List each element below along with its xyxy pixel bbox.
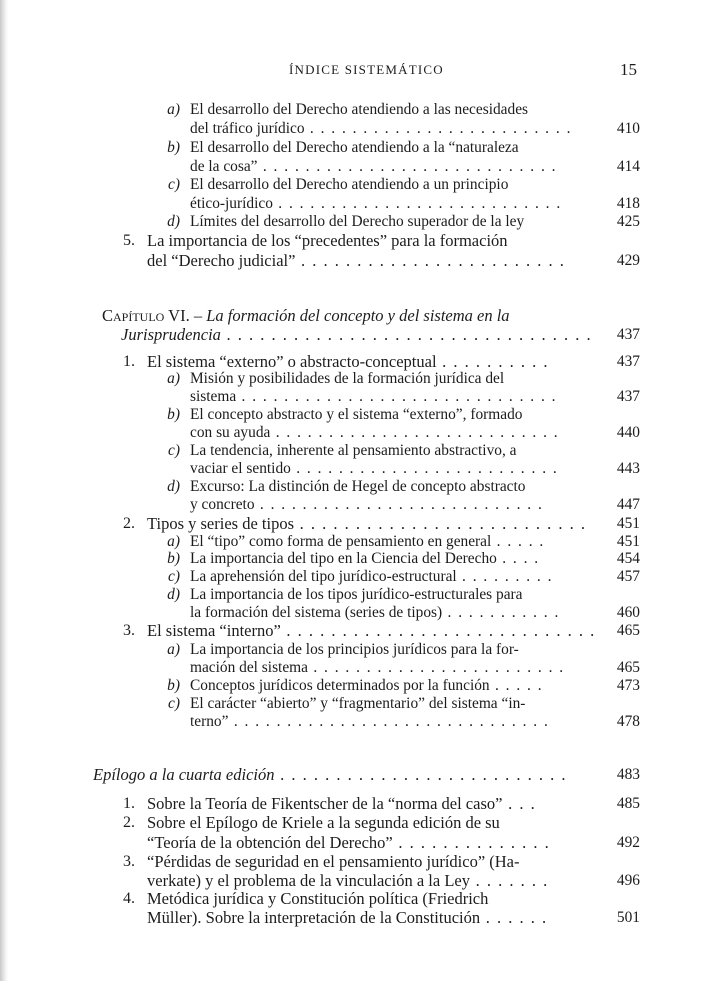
entry-label: b) [167,406,180,423]
entry-label: a) [167,641,180,658]
toc-entry-text: El sistema “externo” o abstracto-conceptual . . . . . . . . . . [147,352,550,371]
toc-page-number: 465 [616,622,640,639]
running-head-title: ÍNDICE SISTEMÁTICO [289,62,444,77]
section-number: 2. [123,515,135,532]
toc-entry-text: La tendencia, inherente al pensamiento abstractivo, a [190,442,517,459]
entry-label: c) [168,695,180,712]
toc-entry-text: Conceptos jurídicos determinados por la función . . . . . [190,677,544,694]
entry-label: b) [167,550,180,567]
toc-page-number: 483 [616,766,640,783]
toc-entry-text: Misión y posibilidades de la formación jurídica del [190,370,505,387]
page-edge-shadow [0,0,8,981]
toc-page-number: 410 [616,120,640,137]
toc-entry-text: Límites del desarrollo del Derecho superador de la ley [190,213,525,230]
toc-entry-text: “Teoría de la obtención del Derecho” . . . . . . . . . . . . . . [147,833,551,852]
running-head [0,62,708,80]
toc-entry-text: verkate) y el problema de la vinculación a la Ley . . . . . . . [147,871,549,890]
entry-label: a) [167,370,180,387]
section-number: 4. [123,890,135,907]
entry-label: d) [167,586,180,603]
toc-entry-text: Sobre la Teoría de Fikentscher de la “norma del caso” . . . [147,794,537,813]
toc-entry-text: terno” . . . . . . . . . . . . . . . . . . . . . . . . . . . . . . [190,713,550,730]
section-number: 1. [123,353,135,370]
entry-label: b) [167,677,180,694]
toc-entry-text: El concepto abstracto y el sistema “externo”, formado [190,406,523,423]
toc-page-number: 457 [616,568,640,585]
toc-entry-text: “Pérdidas de seguridad en el pensamiento jurídico” (Ha- [147,852,520,871]
toc-page-number: 473 [616,677,640,694]
toc-page-number: 451 [616,515,640,532]
toc-entry-text: Sobre el Epílogo de Kriele a la segunda edición de su [147,813,500,832]
toc-entry-text: La importancia de los tipos jurídico-estructurales para [190,586,523,603]
toc-page-number: 492 [616,834,640,851]
section-number: 5. [123,232,135,249]
section-number: 2. [123,814,135,831]
toc-entry-text: La importancia del tipo en la Ciencia del Derecho . . . . [190,550,540,567]
section-number: 3. [123,853,135,870]
toc-entry-text: El “tipo” como forma de pensamiento en general . . . . . [190,533,545,550]
toc-entry-text: del “Derecho judicial” . . . . . . . . . . . . . . . . . . . . . . . . [147,251,566,270]
toc-entry-text: y concreto . . . . . . . . . . . . . . . . . . . . . . . . . . . [190,496,544,513]
chapter-heading: Capítulo VI. – La formación del concepto y del sistema en la [102,306,510,325]
toc-entry-text: El desarrollo del Derecho atendiendo a las necesidades [190,101,529,118]
section-number: 1. [123,795,135,812]
toc-page-number: 451 [616,533,640,550]
toc-entry-text: El desarrollo del Derecho atendiendo a un principio [190,176,509,193]
toc-entry-text: Metódica jurídica y Constitución política (Friedrich [147,889,489,908]
toc-entry-text: El sistema “interno” . . . . . . . . . . . . . . . . . . . . . . . . . . . . [147,621,596,640]
toc-page-number: 501 [616,909,640,926]
toc-page-number: 460 [616,604,640,621]
entry-label: c) [168,442,180,459]
toc-entry-text: La importancia de los “precedentes” para la formación [147,231,508,250]
toc-entry-text: mación del sistema . . . . . . . . . . . . . . . . . . . . . . . . [190,659,565,676]
toc-page-number: 425 [616,213,640,230]
toc-entry-text: con su ayuda . . . . . . . . . . . . . . . . . . . . . . . . . . . [190,424,560,441]
toc-page-number: 437 [616,353,640,370]
toc-page-number: 454 [616,550,640,567]
entry-label: a) [167,533,180,550]
toc-entry-text: la formación del sistema (series de tipos) . . . . . . . . . . . [190,604,560,621]
entry-label: d) [167,478,180,495]
toc-entry-text: La aprehensión del tipo jurídico-estructural . . . . . . . . . [190,568,553,585]
toc-page-number: 496 [616,872,640,889]
entry-label: d) [167,213,180,230]
toc-entry-text: Müller). Sobre la interpretación de la Constitución . . . . . . [147,908,548,927]
entry-label: a) [167,101,180,118]
toc-page-number: 437 [616,388,640,405]
toc-page-number: 478 [616,713,640,730]
entry-label: b) [167,139,180,156]
epilogue-heading: Epílogo a la cuarta edición . . . . . . . . . . . . . . . . . . . . . . . . . . [93,765,567,784]
toc-entry-text: ético-jurídico . . . . . . . . . . . . . . . . . . . . . . . . . . . [190,195,562,212]
entry-label: c) [168,176,180,193]
entry-label: c) [168,568,180,585]
toc-entry-text: vaciar el sentido . . . . . . . . . . . . . . . . . . . . . . . . . [190,460,559,477]
toc-page-number: 443 [616,460,640,477]
toc-entry-text: del tráfico jurídico . . . . . . . . . . . . . . . . . . . . . . . . . [190,120,572,137]
toc-entry-text: La importancia de los principios jurídicos para la for- [190,641,519,658]
toc-page-number: 437 [616,326,640,343]
chapter-heading: Jurisprudencia . . . . . . . . . . . . . . . . . . . . . . . . . . . . . . . . . [121,325,593,344]
toc-page-number: 485 [616,795,640,812]
toc-page-number: 418 [616,195,640,212]
toc-page-number: 440 [616,424,640,441]
toc-entry-text: sistema . . . . . . . . . . . . . . . . . . . . . . . . . . . . . . [190,388,558,405]
toc-page-number: 447 [616,496,640,513]
toc-entry-text: Excurso: La distinción de Hegel de concepto abstracto [190,478,526,495]
toc-entry-text: El carácter “abierto” y “fragmentario” del sistema “in- [190,695,526,712]
toc-entry-text: de la cosa” . . . . . . . . . . . . . . . . . . . . . . . . . . . . [190,158,557,175]
toc-page-number: 465 [616,659,640,676]
toc-entry-text: El desarrollo del Derecho atendiendo a la “naturaleza [190,139,519,156]
toc-entry-text: Tipos y series de tipos . . . . . . . . . . . . . . . . . . . . . . . . . . [147,514,587,533]
page-number: 15 [620,60,637,79]
section-number: 3. [123,622,135,639]
toc-page-number: 414 [616,158,640,175]
toc-page-number: 429 [616,252,640,269]
